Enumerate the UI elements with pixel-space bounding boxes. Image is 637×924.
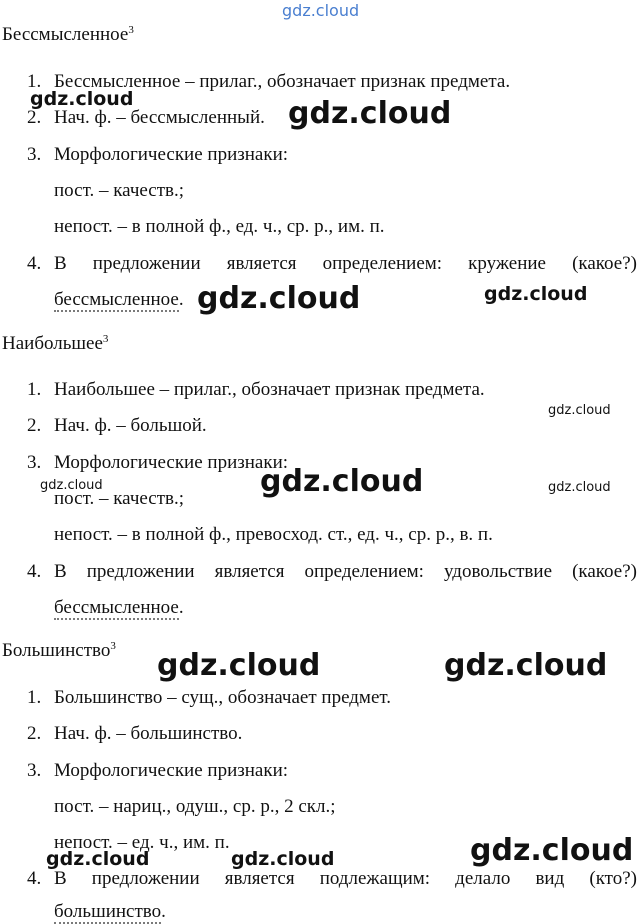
- word: вид: [535, 868, 565, 889]
- item-subtext: пост. – нариц., одуш., ср. р., 2 скл.;: [54, 796, 336, 817]
- item-text: Большинство – сущ., обозначает предмет.: [54, 687, 391, 708]
- item-number: 4.: [27, 561, 42, 582]
- item-number: 1.: [27, 71, 42, 92]
- heading-footnote-mark: 3: [102, 333, 109, 345]
- item-subtext: непост. – ед. ч., им. п.: [54, 832, 230, 853]
- word: В: [54, 253, 67, 274]
- section-heading-1: [2, 24, 134, 46]
- word: В: [54, 868, 67, 889]
- watermark: gdz.cloud: [197, 281, 361, 316]
- item-number: 4.: [27, 868, 42, 889]
- word: предложении: [91, 868, 200, 889]
- item-subtext: непост. – в полной ф., превосход. ст., ед. ч., ср. р., в. п.: [54, 524, 493, 545]
- underlined-word: большинство: [54, 901, 162, 922]
- item-subtext: пост. – качеств.;: [54, 488, 185, 509]
- item-text-justified: [54, 868, 637, 890]
- underlined-word: бессмысленное: [54, 289, 179, 310]
- item-number: 3.: [27, 760, 42, 781]
- item-text: Морфологические признаки:: [54, 452, 289, 473]
- word: делало: [455, 868, 511, 889]
- underlined-word: бессмысленное: [54, 597, 179, 618]
- item-number: 1.: [27, 379, 42, 400]
- item-continuation: [54, 901, 166, 923]
- item-subtext: пост. – качеств.;: [54, 180, 185, 201]
- word: является: [226, 253, 297, 274]
- word: определением:: [322, 253, 443, 274]
- item-text: Нач. ф. – большой.: [54, 415, 207, 436]
- item-text: Морфологические признаки:: [54, 144, 289, 165]
- watermark: gdz.cloud: [40, 478, 103, 493]
- watermark: gdz.cloud: [484, 283, 588, 305]
- watermark: gdz.cloud: [46, 848, 150, 870]
- watermark: gdz.cloud: [231, 848, 335, 870]
- item-number: 2.: [27, 415, 42, 436]
- heading-footnote-mark: 3: [110, 640, 116, 652]
- item-text: Наибольшее – прилаг., обозначает признак предмета.: [54, 379, 485, 400]
- watermark: gdz.cloud: [30, 88, 134, 110]
- heading-text: Большинство: [2, 640, 111, 661]
- word: подлежащим:: [319, 868, 431, 889]
- word: предложении: [86, 561, 195, 582]
- item-number: 4.: [27, 253, 42, 274]
- section-heading-3: [2, 640, 116, 662]
- item-text: Нач. ф. – бессмысленный.: [54, 107, 265, 128]
- watermark-top: gdz.cloud: [282, 1, 360, 20]
- punctuation: .: [178, 597, 184, 618]
- watermark: gdz.cloud: [288, 96, 452, 131]
- item-continuation: [54, 289, 184, 311]
- word: кружение: [468, 253, 546, 274]
- word: В: [54, 561, 67, 582]
- watermark: gdz.cloud: [548, 480, 611, 495]
- item-text: Морфологические признаки:: [54, 760, 289, 781]
- item-number: 3.: [27, 144, 42, 165]
- item-number: 2.: [27, 107, 42, 128]
- word: (кто?): [589, 868, 637, 889]
- word: является: [214, 561, 285, 582]
- item-text-justified: [54, 253, 637, 275]
- word: предложении: [92, 253, 201, 274]
- heading-text: Бессмысленное: [2, 24, 129, 45]
- punctuation: .: [161, 901, 166, 922]
- watermark: gdz.cloud: [548, 403, 611, 418]
- item-number: 1.: [27, 687, 42, 708]
- watermark: gdz.cloud: [157, 648, 321, 683]
- item-continuation: [54, 597, 184, 619]
- watermark: gdz.cloud: [444, 648, 608, 683]
- word: определением:: [304, 561, 424, 582]
- item-subtext: непост. – в полной ф., ед. ч., ср. р., им. п.: [54, 216, 385, 237]
- heading-footnote-mark: 3: [128, 24, 134, 36]
- item-number: 2.: [27, 723, 42, 744]
- heading-text: Наибольшее: [2, 333, 103, 354]
- word: является: [224, 868, 295, 889]
- item-text: Нач. ф. – большинство.: [54, 723, 243, 744]
- word: (какое?): [572, 253, 637, 274]
- watermark: gdz.cloud: [260, 464, 424, 499]
- section-heading-2: [2, 333, 108, 355]
- watermark: gdz.cloud: [470, 833, 634, 868]
- word: (какое?): [572, 561, 637, 582]
- word: удовольствие: [443, 561, 553, 582]
- item-number: 3.: [27, 452, 42, 473]
- item-text-justified: [54, 561, 637, 583]
- punctuation: .: [178, 289, 184, 310]
- item-text: Бессмысленное – прилаг., обозначает признак предмета.: [54, 71, 511, 92]
